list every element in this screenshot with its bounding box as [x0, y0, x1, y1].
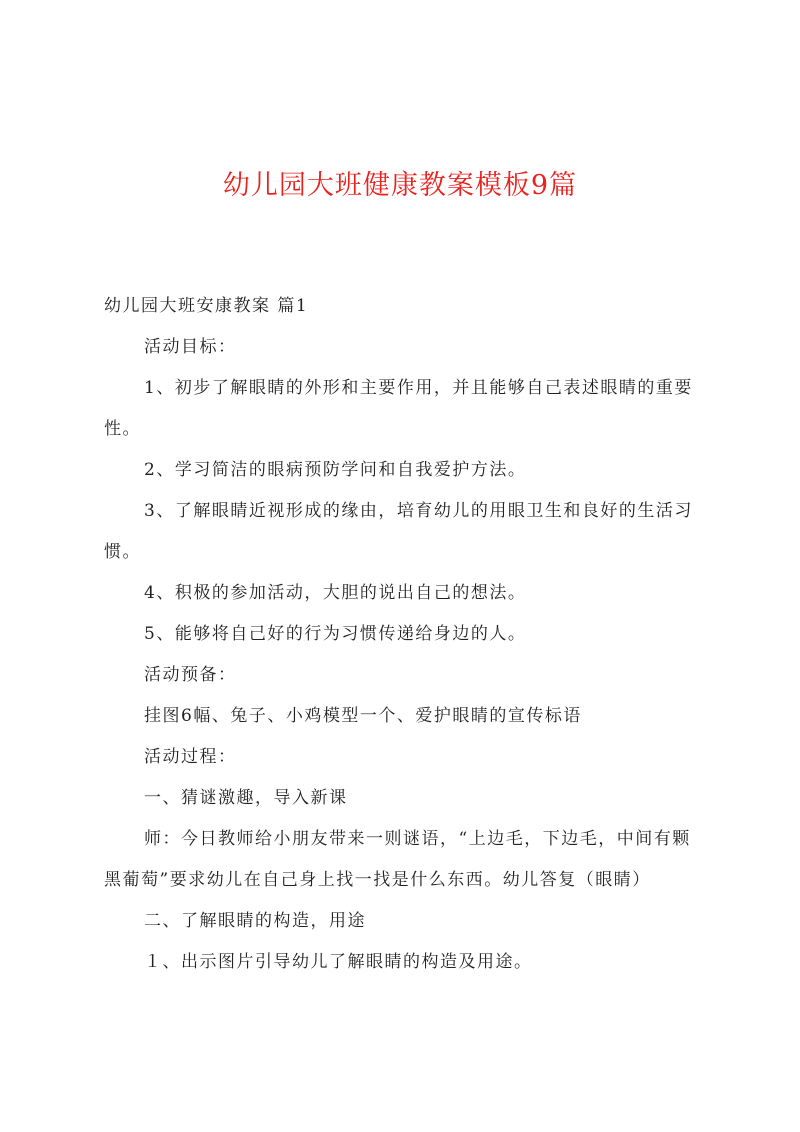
paragraph: 活动预备：: [144, 665, 237, 685]
paragraph: 2、学习简洁的眼病预防学问和自我爱护方法。: [144, 460, 527, 480]
paragraph: 活动过程：: [144, 747, 237, 767]
paragraph: 师：今日教师给小朋友带来一则谜语，“上边毛，下边毛，中间有颗黑葡萄”要求幼儿在自己身上找一找是什么东西。幼儿答复（眼睛）: [104, 829, 691, 890]
paragraph: 一、猜谜激趣，导入新课: [144, 788, 348, 808]
document-title: 幼儿园大班健康教案模板9篇: [222, 170, 578, 201]
section-heading: 幼儿园大班安康教案 篇1: [104, 296, 309, 316]
paragraph: 3、了解眼睛近视形成的缘由，培育幼儿的用眼卫生和良好的生活习惯。: [104, 501, 693, 562]
paragraph: 1、初步了解眼睛的外形和主要作用，并且能够自己表述眼睛的重要性。: [104, 378, 693, 439]
paragraph: 二、了解眼睛的构造，用途: [144, 911, 366, 931]
paragraph: １、出示图片引导幼儿了解眼睛的构造及用途。: [144, 952, 533, 972]
paragraph: 4、积极的参加活动，大胆的说出自己的想法。: [144, 583, 527, 603]
document-body: [104, 286, 702, 983]
paragraph: 5、能够将自己好的行为习惯传递给身边的人。: [144, 624, 527, 644]
paragraph: 活动目标：: [144, 337, 237, 357]
paragraph: 挂图6幅、兔子、小鸡模型一个、爱护眼睛的宣传标语: [144, 706, 582, 726]
